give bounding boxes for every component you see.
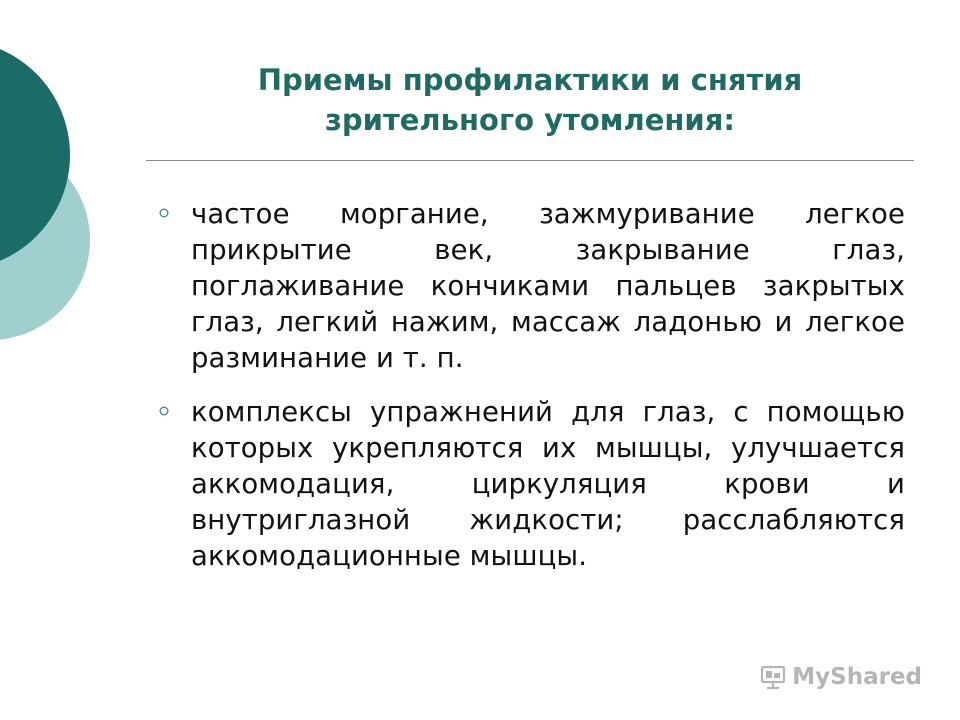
bullet-list xyxy=(150,196,905,592)
bullet-item xyxy=(150,196,905,376)
hollow-circle-bullet-icon xyxy=(159,406,169,416)
slide-title: Приемы профилактики и снятия зрительного утомления: xyxy=(257,63,803,137)
bullet-item xyxy=(150,394,905,574)
bullet-text: комплексы упражнений для глаз, с помощью которых укрепляются их мышцы, улучшается аккомодация, циркуляция крови и внутриглазной жидкости; расслабляются аккомодационные мышцы. xyxy=(191,396,905,572)
decorative-circles xyxy=(0,0,120,420)
title-divider xyxy=(146,160,914,161)
hollow-circle-bullet-icon xyxy=(159,208,169,218)
watermark xyxy=(760,664,922,690)
presentation-board-icon xyxy=(760,664,786,690)
watermark-text: MyShared xyxy=(792,664,922,690)
bullet-text: частое моргание, зажмуривание легкое прикрытие век, закрывание глаз, поглаживание кончиками пальцев закрытых глаз, легкий нажим, массаж ладонью и легкое разминание и т. п. xyxy=(191,198,905,374)
